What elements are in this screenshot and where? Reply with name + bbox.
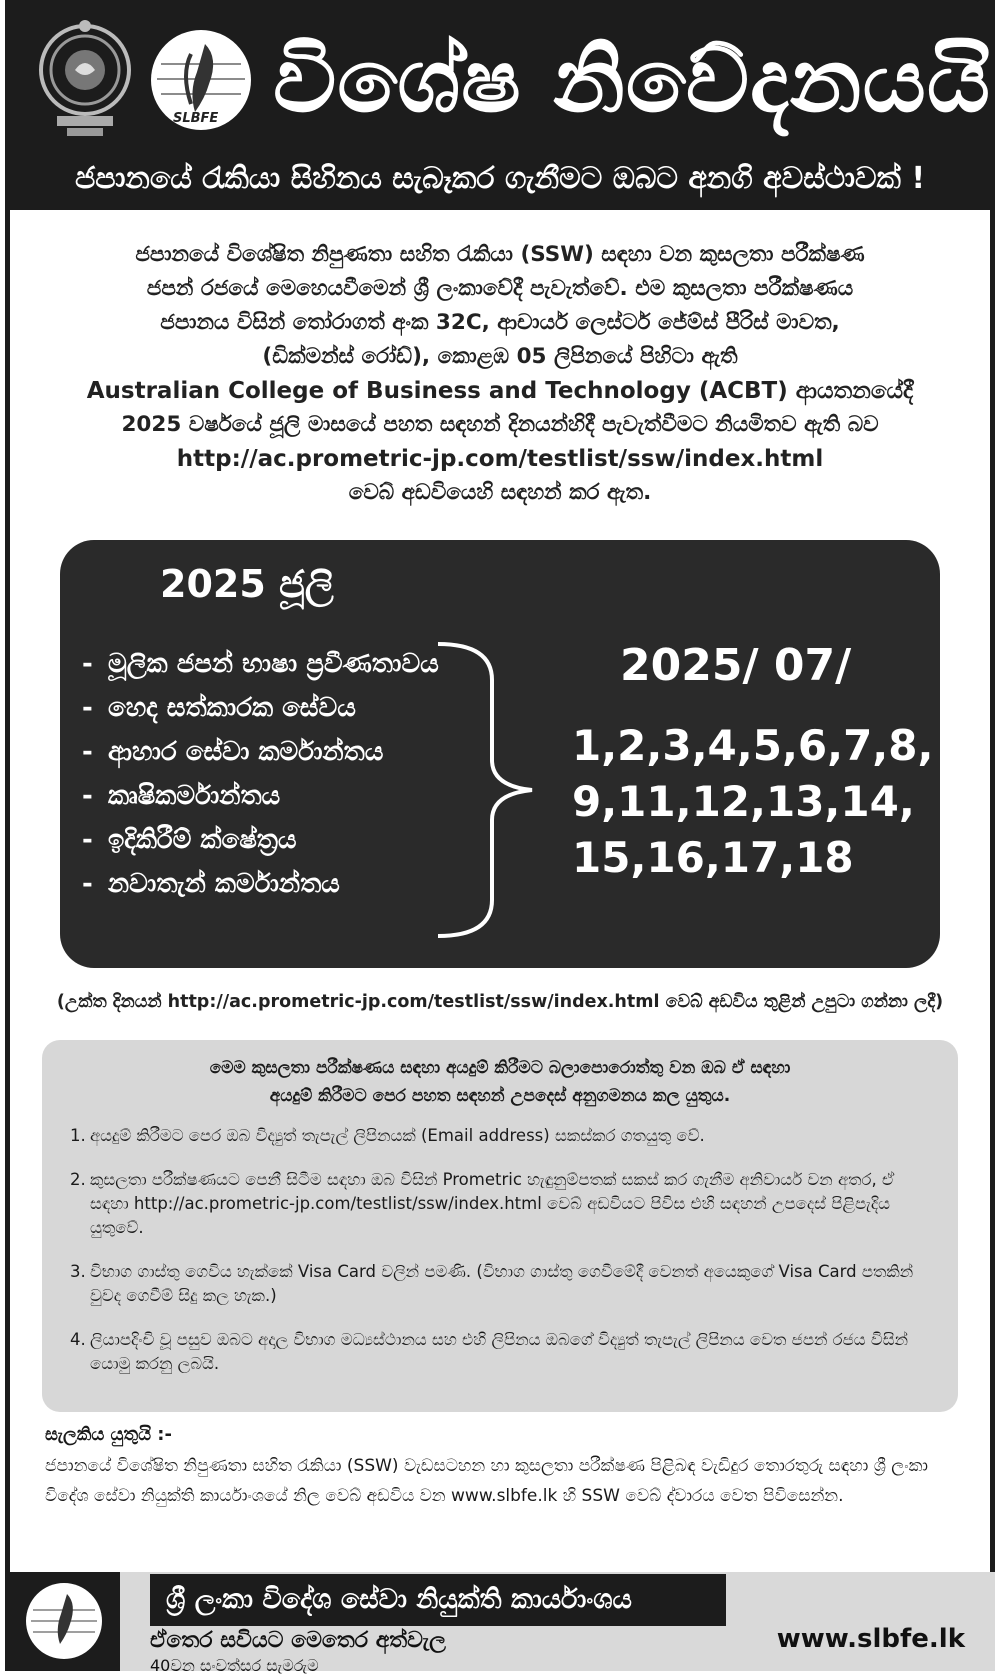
instruction-item bbox=[70, 1168, 930, 1240]
category-item: - කෘෂිකර්මාන්තය bbox=[82, 774, 462, 818]
brace-icon bbox=[432, 640, 592, 940]
instruction-text: අයදුම් කිරීමට පෙර ඔබ විද්‍යුත් තැපැල් ලිපිනයක් (Email address) සකස්කර ගතයුතු වේ. bbox=[90, 1126, 705, 1145]
intro-line: ජපානයේ විශේෂිත නිපුණතා සහිත රැකියා (SSW) සඳහා වන කුසලතා පරීක්ෂණ bbox=[135, 242, 865, 267]
instruction-text: ලියාපදිංචි වූ පසුව ඔබට අදාල විභාග මධ්‍යස්ථානය සහ එහි ලිපිනය ඔබගේ විද්‍යුත් තැපැල් ලිපිනය වෙත ජපන් රජය විසින් යොමු කරනු ලබයි. bbox=[90, 1330, 909, 1373]
intro-paragraph bbox=[40, 238, 960, 510]
header-banner bbox=[5, 0, 995, 210]
slbfe-logo-icon bbox=[147, 24, 255, 136]
days-line: 1,2,3,4,5,6,7,8, bbox=[572, 721, 934, 770]
date-prefix: 2025/ 07/ bbox=[620, 640, 852, 691]
schedule-title: 2025 ජූලි bbox=[160, 562, 334, 606]
intro-line: ජපන් රජයේ මෙහෙයවීමෙන් ශ්‍රී ලංකාවේදී පැවැත්වේ. එම කුසලතා පරීක්ෂණය bbox=[146, 276, 854, 301]
category-label: ආහාර සේවා කර්මාන්තය bbox=[108, 737, 384, 767]
instruction-number: 4. bbox=[70, 1330, 86, 1349]
logo-text: SLBFE bbox=[173, 111, 219, 126]
right-border bbox=[990, 210, 995, 1605]
intro-line: 2025 වර්ෂයේ ජූලි මාසයේ පහත සඳහන් දිනයන්හිදී පැවැත්වීමට නියමිතව ඇති බව bbox=[121, 412, 879, 437]
prometric-url[interactable]: http://ac.prometric-jp.com/testlist/ssw/index.html bbox=[176, 446, 824, 472]
category-item: - ඉදිකිරීම් ක්ෂේත්‍රය bbox=[82, 818, 462, 862]
category-label: නවාතැන් කර්මාන්තය bbox=[108, 869, 340, 899]
instruction-number: 3. bbox=[70, 1262, 86, 1281]
instruction-item bbox=[70, 1328, 930, 1376]
exam-days bbox=[572, 718, 934, 886]
footer-logo-area bbox=[5, 1572, 120, 1671]
instruction-item bbox=[70, 1124, 930, 1148]
instructions-box bbox=[42, 1040, 958, 1412]
schedule-box bbox=[60, 540, 940, 968]
intro-line-venue: Australian College of Business and Technology (ACBT) ආයතනයේදී bbox=[86, 378, 914, 404]
category-item: - ආහාර සේවා කර්මාන්තය bbox=[82, 730, 462, 774]
instructions-list bbox=[70, 1124, 930, 1396]
category-label: ඉදිකිරීම් ක්ෂේත්‍රය bbox=[108, 825, 297, 855]
days-line: 9,11,12,13,14, bbox=[572, 777, 915, 826]
instruction-number: 2. bbox=[70, 1170, 86, 1189]
category-item: - නවාතැන් කර්මාන්තය bbox=[82, 862, 462, 906]
note-section bbox=[45, 1424, 955, 1511]
note-heading: සැලකිය යුතුයි :- bbox=[45, 1424, 172, 1445]
category-item: - හෙද සත්කාරක සේවය bbox=[82, 686, 462, 730]
category-label: කෘෂිකර්මාන්තය bbox=[108, 781, 281, 811]
footer-banner bbox=[120, 1572, 995, 1675]
source-footnote: (උක්ත දිනයන් http://ac.prometric-jp.com/testlist/ssw/index.html වෙබ් අඩවිය තුළින් උපුටා ගන්නා ලදී) bbox=[56, 992, 944, 1012]
notice-title: විශේෂ නිවේදනයයි bbox=[273, 29, 992, 132]
intro-line: වෙබ් අඩවියෙහි සඳහන් කර ඇත. bbox=[348, 480, 652, 505]
instruction-text: කුසලතා පරීක්ෂණයට පෙනී සිටීම සඳහා ඔබ විසින් Prometric හැඳුනුම්පතක් සකස් කර ගැනීම අනිවාර්ය වන අතර, ඒ සඳහා http://ac.prometric-jp.com/testlist/ssw/index.html වෙබ් අඩවියට පිවිස එහි සඳහන් උපදෙස් පිළිපැදිය යුතුවේ. bbox=[90, 1170, 895, 1237]
instructions-intro bbox=[62, 1054, 938, 1110]
slbfe-footer-logo-icon bbox=[23, 1580, 105, 1662]
instructions-intro-line: මෙම කුසලතා පරීක්ෂණය සඳහා අයදුම් කිරීමට බලාපොරොත්තු වන ඔබ ඒ සඳහා bbox=[209, 1058, 791, 1078]
intro-line: (ඩික්මන්ස් රෝඩ්), කොළඹ 05 ලිපිනයේ පිහිටා ඇති bbox=[262, 344, 738, 369]
instruction-number: 1. bbox=[70, 1126, 86, 1145]
days-line: 15,16,17,18 bbox=[572, 833, 854, 882]
category-item: - මූලික ජපන් භාෂා ප්‍රවීණතාවය bbox=[82, 642, 462, 686]
state-emblem-icon bbox=[35, 16, 135, 142]
left-border bbox=[5, 210, 10, 1605]
footer-org-name: ශ්‍රී ලංකා විදේශ සේවා නියුක්ති කාර්යාංශය bbox=[150, 1574, 726, 1626]
footer-website-link[interactable]: www.slbfe.lk bbox=[776, 1624, 965, 1654]
notice-subtitle: ජපානයේ රැකියා සිහිනය සැබෑකර ගැනීමට ඔබට අනගි අවස්ථාවක් ! bbox=[74, 161, 926, 196]
category-list bbox=[82, 642, 462, 906]
category-label: මූලික ජපන් භාෂා ප්‍රවීණතාවය bbox=[108, 649, 439, 679]
footer-tagline: ඒතෙර සවියට මෙතෙර අත්වැල bbox=[150, 1628, 446, 1653]
note-body: ජපානයේ විශේෂිත නිපුණතා සහිත රැකියා (SSW) වැඩසටහන හා කුසලතා පරීක්ෂණ පිළිබඳ වැඩිදුර තොරතුරු සඳහා ශ්‍රී ලංකා විදේශ සේවා නියුක්ති කාර්යාංශයේ නිල වෙබ් අඩවිය වන www.slbfe.lk හි SSW වෙබ් ද්වාරය වෙත පිවිසෙන්න. bbox=[45, 1456, 928, 1506]
instruction-item bbox=[70, 1260, 930, 1308]
instruction-text: විභාග ගාස්තු ගෙවිය හැක්කේ Visa Card වලින් පමණි. (විභාග ගාස්තු ගෙවීමේදී වෙනත් අයෙකුගේ Visa Card පතකින් වුවද ගෙවීම් සිදු කල හැක.) bbox=[90, 1262, 914, 1305]
footer-anniversary: 40වන සංවත්සර සැමරුම bbox=[150, 1656, 319, 1675]
intro-line: ජපානය විසින් තෝරාගත් අංක 32C, ආචාර්ය ලෙස්ටර් ජේම්ස් පීරිස් මාවත, bbox=[160, 310, 840, 335]
category-label: හෙද සත්කාරක සේවය bbox=[108, 693, 356, 723]
instructions-intro-line: අයදුම් කිරීමට පෙර පහත සඳහන් උපදෙස් අනුගමනය කල යුතුය. bbox=[269, 1086, 731, 1106]
